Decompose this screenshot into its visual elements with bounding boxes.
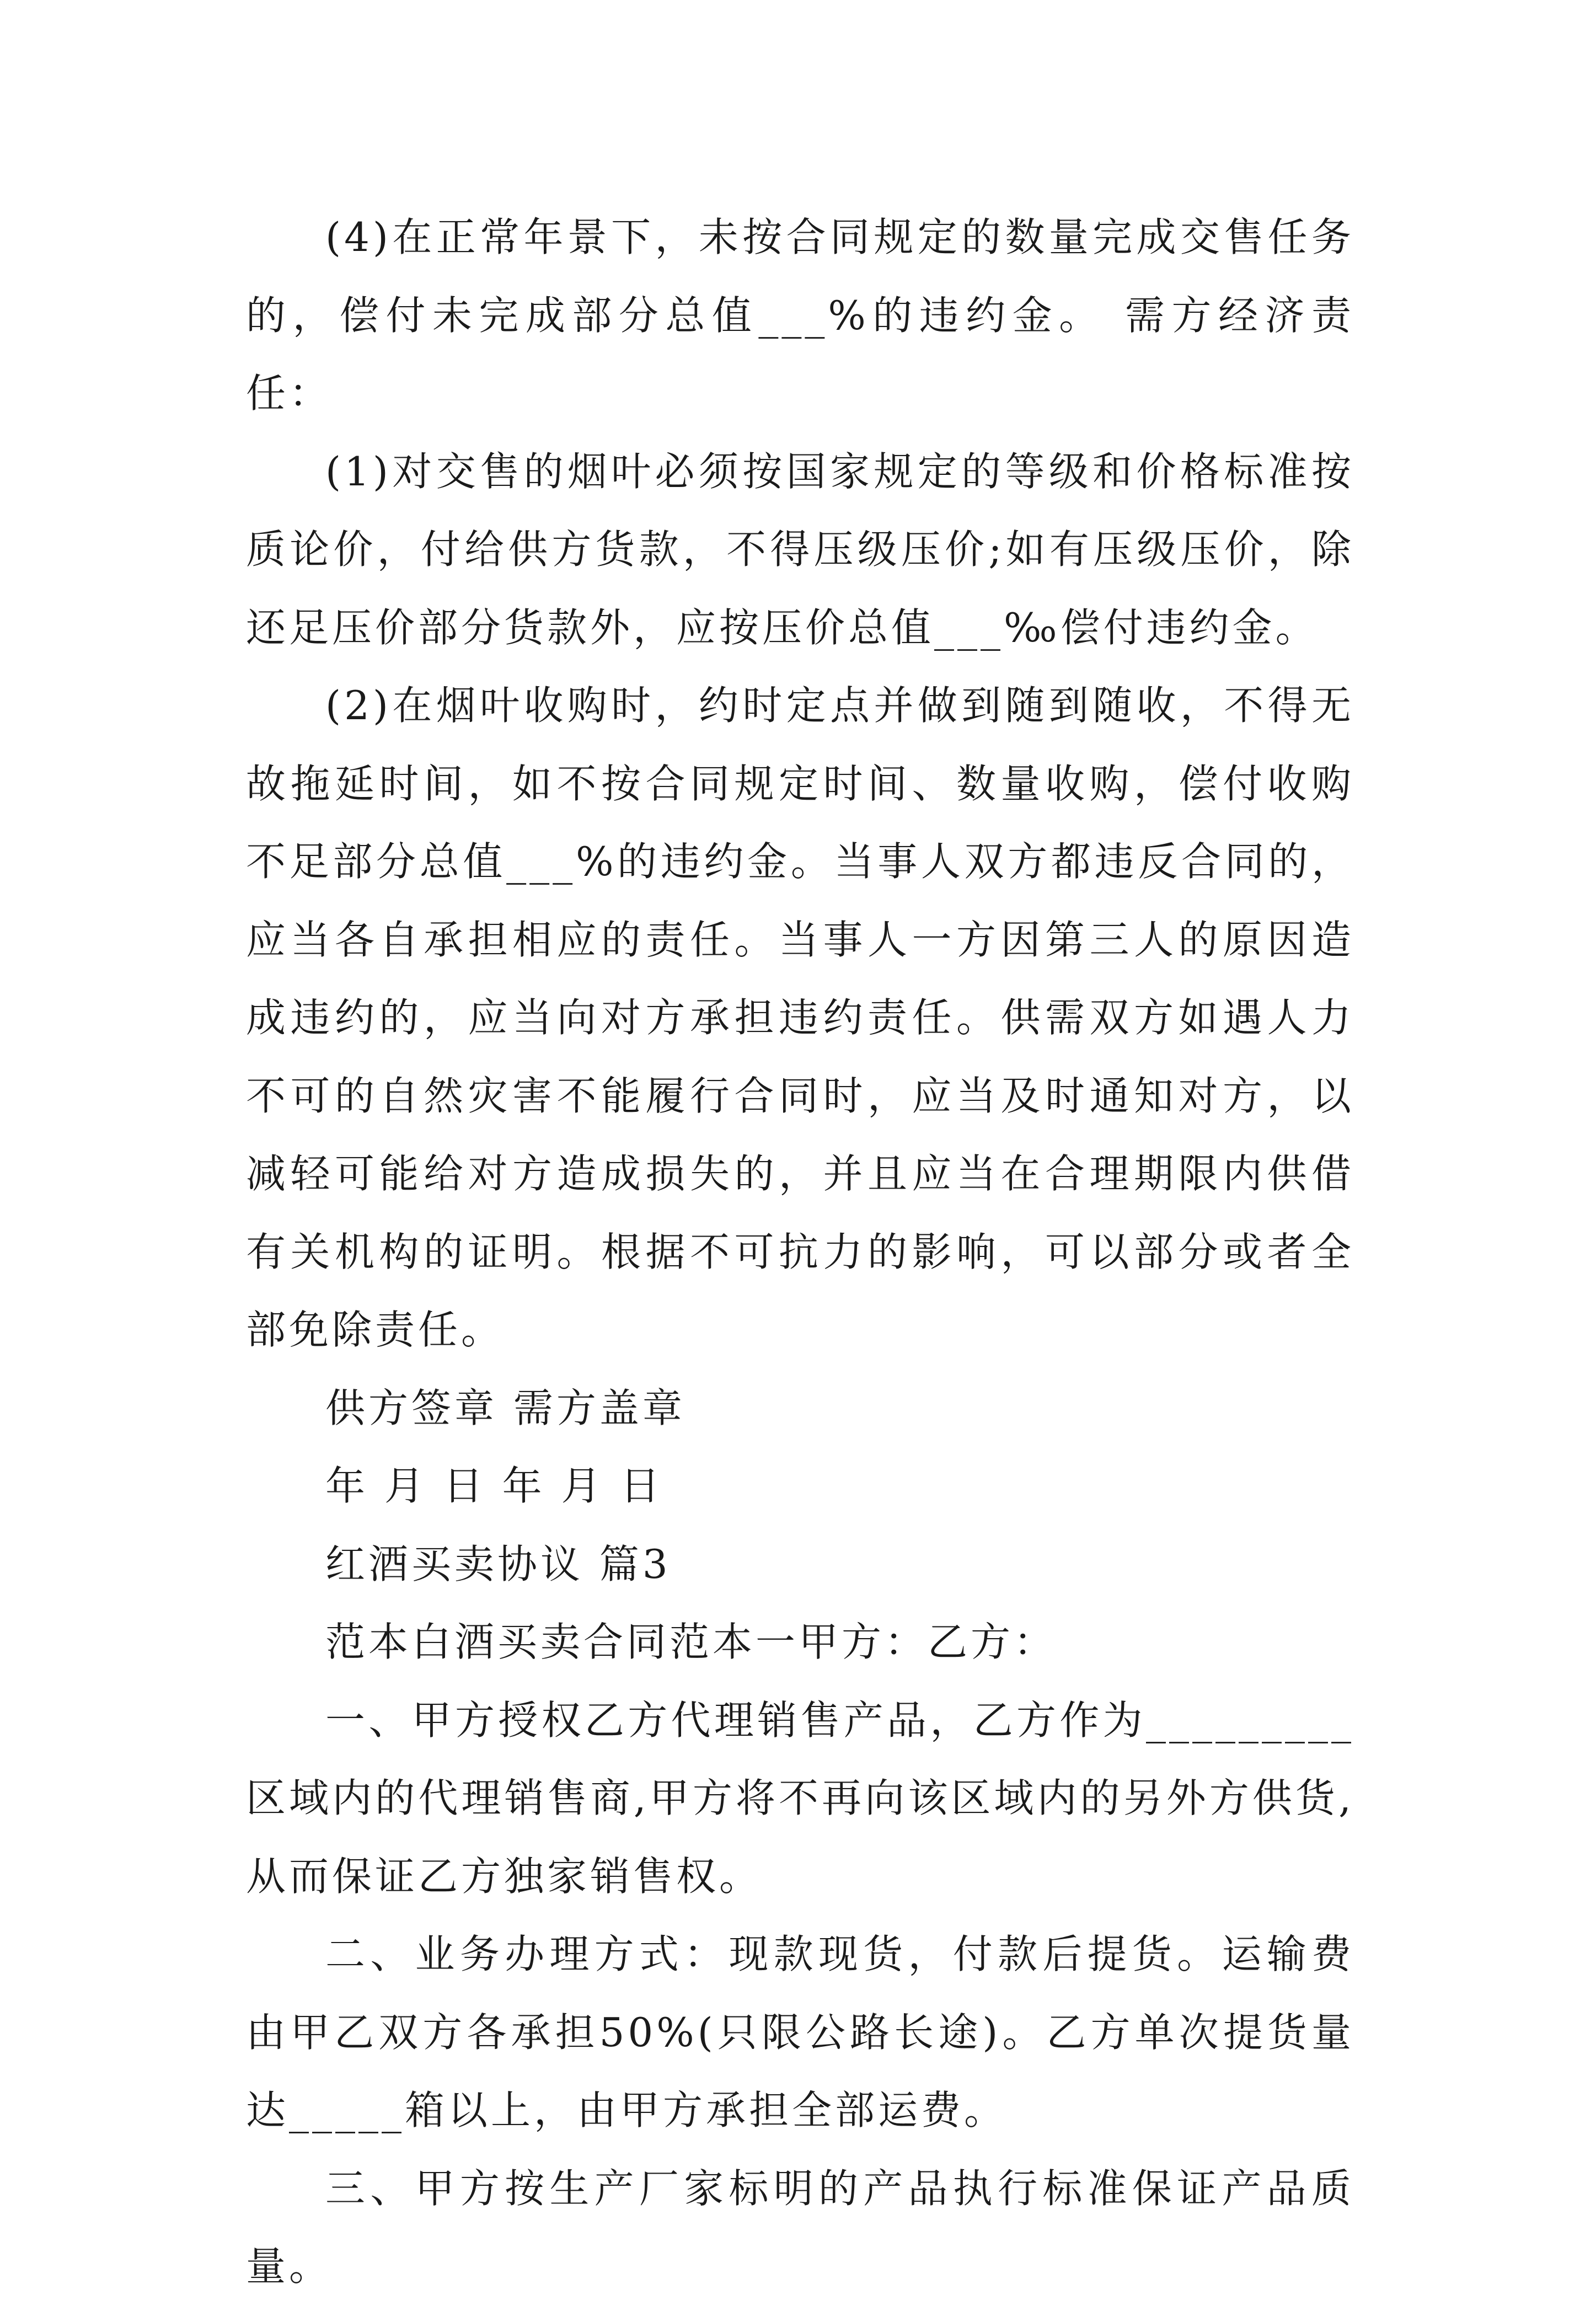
date-line: 年 月 日 年 月 日 (325, 1463, 663, 1509)
paragraph-buyer-liability-2: (2)在烟叶收购时，约时定点并做到随到随收，不得无故拖延时间，如不按合同规定时间、数量收购，偿付收购不足部分总值___%的违约金。当事人双方都违反合同的，应当各自承担相应的责任。当事人一方因第三人的原因造成违约的，应当向对方承担违约责任。供需双方如遇人力不可的自然灾害不能履行合同时，应当及时通知对方，以减轻可能给对方造成损失的，并且应当在合理期限内供借有关机构的证明。根据不可抗力的影响，可以部分或者全部免除责任。 (246, 682, 1354, 1353)
paragraph-seller-liability-4: (4)在正常年景下，未按合同规定的数量完成交售任务的，偿付未完成部分总值___%的违约金。 需方经济责任： (246, 214, 1354, 416)
paragraph-buyer-liability-1: (1)对交售的烟叶必须按国家规定的等级和价格标准按质论价，付给供方货款，不得压级压价;如有压级压价，除还足压价部分货款外，应按压价总值___‰偿付违约金。 (246, 448, 1354, 651)
clause-2: 二、业务办理方式：现款现货，付款后提货。运输费由甲乙双方各承担50%(只限公路长途)。乙方单次提货量达_____箱以上，由甲方承担全部运费。 (246, 1931, 1354, 2133)
clause-1: 一、甲方授权乙方代理销售产品，乙方作为_________区域内的代理销售商,甲方将不再向该区域内的另外方供货,从而保证乙方独家销售权。 (246, 1697, 1354, 1900)
section-title: 红酒买卖协议 篇3 (325, 1540, 671, 1587)
parties-line: 范本白酒买卖合同范本一甲方：乙方： (325, 1619, 1057, 1665)
signature-line: 供方签章 需方盖章 (325, 1384, 685, 1431)
document-body (246, 199, 1354, 2306)
clause-3: 三、甲方按生产厂家标明的产品执行标准保证产品质量。 (246, 2165, 1354, 2289)
